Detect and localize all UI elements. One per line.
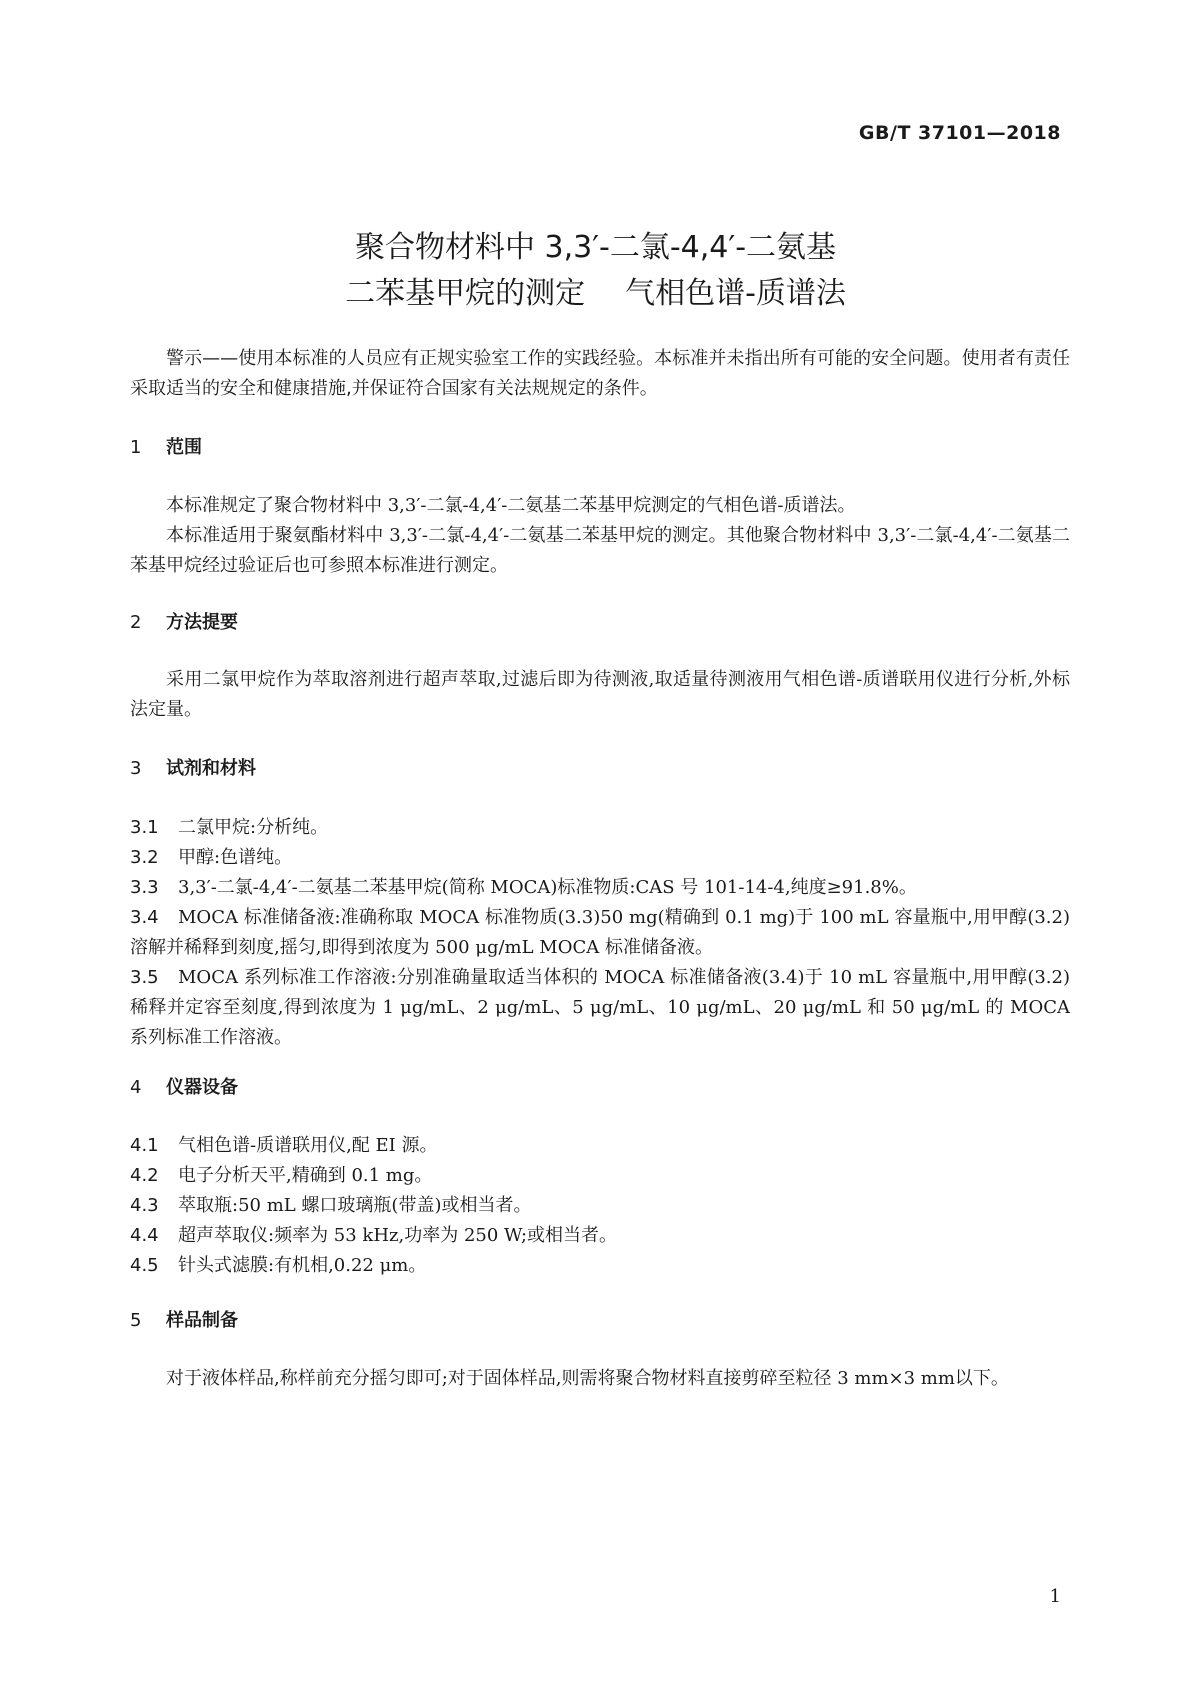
section-4-list bbox=[130, 1131, 1070, 1281]
section-1-body bbox=[130, 491, 1070, 581]
list-item bbox=[130, 1161, 1070, 1191]
item-number: 3.2 bbox=[130, 847, 159, 868]
list-item bbox=[130, 903, 1070, 963]
section-number: 2 bbox=[130, 612, 142, 633]
item-text: 电子分析天平,精确到 0.1 mg。 bbox=[178, 1165, 433, 1186]
list-item bbox=[130, 1251, 1070, 1281]
title-line-1: 聚合物材料中 3,3′-二氯-4,4′-二氨基 bbox=[354, 230, 837, 265]
list-item bbox=[130, 963, 1070, 1053]
section-title: 试剂和材料 bbox=[166, 758, 256, 779]
item-text: MOCA 标准储备液:准确称取 MOCA 标准物质(3.3)50 mg(精确到 0.1 mg)于 100 mL 容量瓶中,用甲醇(3.2)溶解并稀释到刻度,摇匀,即得到浓度为 500 μg/mL MOCA 标准储备液。 bbox=[130, 907, 1070, 958]
item-text: 针头式滤膜:有机相,0.22 μm。 bbox=[178, 1255, 427, 1276]
item-text: 甲醇:色谱纯。 bbox=[178, 847, 293, 868]
section-5-heading bbox=[130, 1306, 1070, 1336]
section-number: 5 bbox=[130, 1310, 142, 1331]
list-item bbox=[130, 873, 1070, 903]
item-number: 3.4 bbox=[130, 907, 159, 928]
page-number: 1 bbox=[1049, 1586, 1061, 1607]
section-number: 1 bbox=[130, 437, 142, 458]
section-title: 范围 bbox=[166, 437, 202, 458]
item-text: 超声萃取仪:频率为 53 kHz,功率为 250 W;或相当者。 bbox=[178, 1225, 618, 1246]
section-1-heading bbox=[130, 433, 1070, 463]
section-3-heading bbox=[130, 754, 1070, 784]
list-item bbox=[130, 1221, 1070, 1251]
standard-number: GB/T 37101—2018 bbox=[858, 122, 1061, 144]
warning-paragraph: 警示——使用本标准的人员应有正规实验室工作的实践经验。本标准并未指出所有可能的安全问题。使用者有责任采取适当的安全和健康措施,并保证符合国家有关法规规定的条件。 bbox=[130, 348, 1070, 399]
section-2-heading bbox=[130, 608, 1070, 638]
list-item bbox=[130, 843, 1070, 873]
section-2-body bbox=[130, 665, 1070, 725]
paragraph: 本标准适用于聚氨酯材料中 3,3′-二氯-4,4′-二氨基二苯基甲烷的测定。其他聚合物材料中 3,3′-二氯-4,4′-二氨基二苯基甲烷经过验证后也可参照本标准进行测定。 bbox=[130, 525, 1070, 576]
item-text: 萃取瓶:50 mL 螺口玻璃瓶(带盖)或相当者。 bbox=[178, 1195, 532, 1216]
section-number: 3 bbox=[130, 758, 142, 779]
item-text: 气相色谱-质谱联用仪,配 EI 源。 bbox=[178, 1135, 438, 1156]
section-title: 方法提要 bbox=[166, 612, 238, 633]
title-line-2b: 气相色谱-质谱法 bbox=[625, 276, 846, 311]
section-5-body bbox=[130, 1364, 1070, 1394]
section-title: 仪器设备 bbox=[166, 1077, 238, 1098]
item-text: MOCA 系列标准工作溶液:分别准确量取适当体积的 MOCA 标准储备液(3.4)于 10 mL 容量瓶中,用甲醇(3.2)稀释并定容至刻度,得到浓度为 1 μg/mL、2 μg/mL、5 μg/mL、10 μg/mL、20 μg/mL 和 50 μg/mL 的 MOCA 系列标准工作溶液。 bbox=[130, 967, 1070, 1048]
item-number: 4.3 bbox=[130, 1195, 159, 1216]
document-title bbox=[0, 225, 1191, 317]
section-4-heading bbox=[130, 1073, 1070, 1103]
item-number: 3.5 bbox=[130, 967, 159, 988]
paragraph: 本标准规定了聚合物材料中 3,3′-二氯-4,4′-二氨基二苯基甲烷测定的气相色谱-质谱法。 bbox=[166, 495, 856, 516]
section-3-list bbox=[130, 813, 1070, 1053]
section-number: 4 bbox=[130, 1077, 142, 1098]
list-item bbox=[130, 1191, 1070, 1221]
item-number: 3.1 bbox=[130, 817, 159, 838]
item-text: 3,3′-二氯-4,4′-二氨基二苯基甲烷(简称 MOCA)标准物质:CAS 号 101-14-4,纯度≥91.8%。 bbox=[178, 877, 917, 898]
title-line-2 bbox=[0, 271, 1191, 317]
item-number: 4.5 bbox=[130, 1255, 159, 1276]
item-number: 3.3 bbox=[130, 877, 159, 898]
item-number: 4.1 bbox=[130, 1135, 159, 1156]
list-item bbox=[130, 813, 1070, 843]
item-number: 4.2 bbox=[130, 1165, 159, 1186]
paragraph: 对于液体样品,称样前充分摇匀即可;对于固体样品,则需将聚合物材料直接剪碎至粒径 3 mm×3 mm以下。 bbox=[166, 1368, 1009, 1389]
list-item bbox=[130, 1131, 1070, 1161]
paragraph: 采用二氯甲烷作为萃取溶剂进行超声萃取,过滤后即为待测液,取适量待测液用气相色谱-质谱联用仪进行分析,外标法定量。 bbox=[130, 669, 1070, 720]
title-line-2a: 二苯基甲烷的测定 bbox=[345, 276, 586, 311]
item-text: 二氯甲烷:分析纯。 bbox=[178, 817, 329, 838]
item-number: 4.4 bbox=[130, 1225, 159, 1246]
section-title: 样品制备 bbox=[166, 1310, 238, 1331]
